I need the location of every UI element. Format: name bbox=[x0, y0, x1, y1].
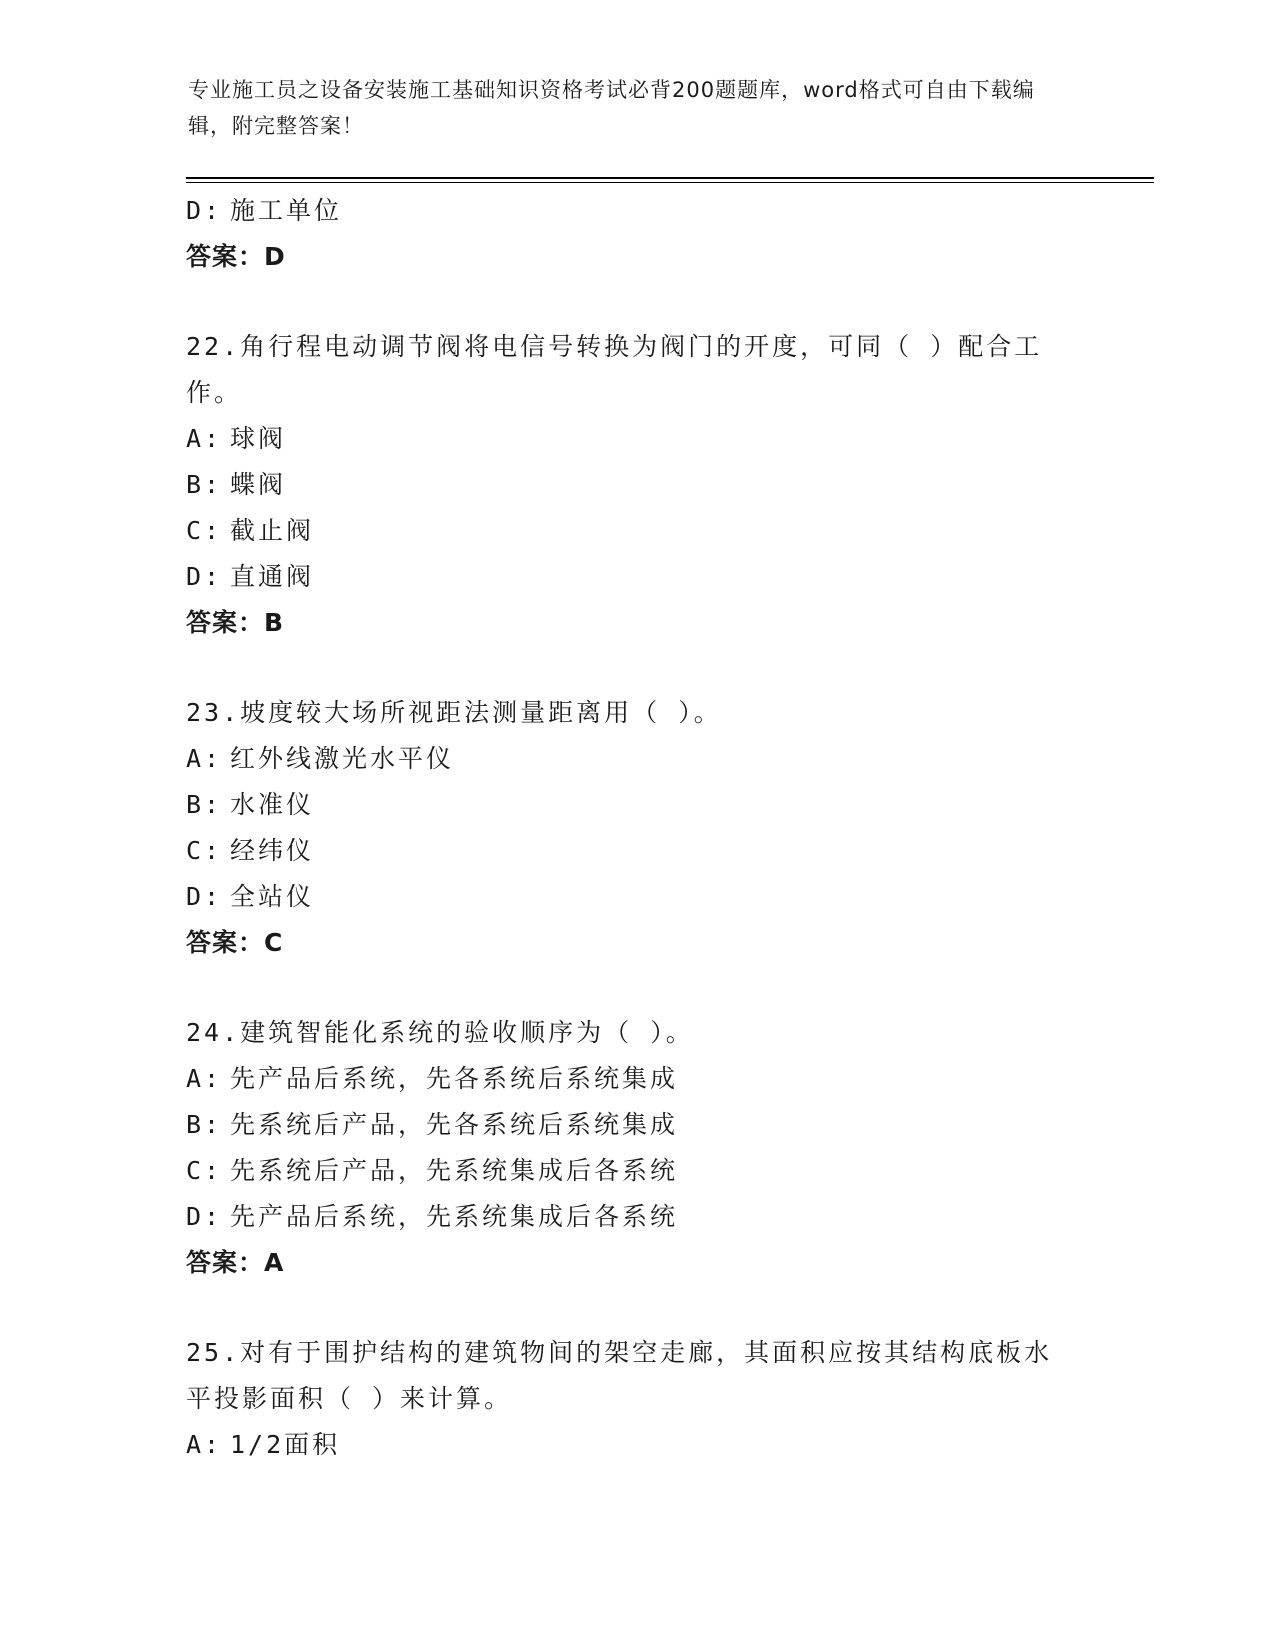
question-24 bbox=[186, 1010, 1086, 1286]
option-a: A: 先产品后系统，先各系统后系统集成 bbox=[186, 1064, 679, 1093]
question-25 bbox=[186, 1330, 1086, 1468]
option-d: D: 直通阀 bbox=[186, 562, 315, 591]
option-a: A: 球阀 bbox=[186, 424, 287, 453]
option-d: D: 先产品后系统，先系统集成后各系统 bbox=[186, 1202, 679, 1231]
answer-line: 答案：A bbox=[186, 1248, 285, 1277]
header-text: 专业施工员之设备安装施工基础知识资格考试必背200题题库，word格式可自由下载编辑，附完整答案！ bbox=[188, 78, 1035, 138]
header-divider-thick bbox=[186, 177, 1154, 179]
document-header bbox=[188, 72, 1078, 144]
option-b: B: 蝶阀 bbox=[186, 470, 287, 499]
document-body bbox=[186, 188, 1086, 1468]
header-divider-thin bbox=[186, 182, 1154, 183]
answer-line: 答案：D bbox=[186, 242, 286, 271]
question-stem: 23.坡度较大场所视距法测量距离用（ ）。 bbox=[186, 698, 722, 727]
answer-line: 答案：C bbox=[186, 928, 284, 957]
option-c: C: 截止阀 bbox=[186, 516, 315, 545]
question-stem: 24.建筑智能化系统的验收顺序为（ ）。 bbox=[186, 1018, 694, 1047]
option-b: B: 水准仪 bbox=[186, 790, 315, 819]
question-stem: 22.角行程电动调节阀将电信号转换为阀门的开度，可同（ ）配合工作。 bbox=[186, 332, 1043, 407]
question-22 bbox=[186, 324, 1086, 646]
option-c: C: 先系统后产品，先系统集成后各系统 bbox=[186, 1156, 679, 1185]
question-23 bbox=[186, 690, 1086, 966]
option-c: C: 经纬仪 bbox=[186, 836, 315, 865]
option-a: A: 1/2面积 bbox=[186, 1430, 341, 1459]
answer-line: 答案：B bbox=[186, 608, 285, 637]
question-stem: 25.对有于围护结构的建筑物间的架空走廊，其面积应按其结构底板水平投影面积（ ）来计算。 bbox=[186, 1338, 1053, 1413]
option-d: D: 施工单位 bbox=[186, 196, 343, 225]
option-d: D: 全站仪 bbox=[186, 882, 315, 911]
option-b: B: 先系统后产品，先各系统后系统集成 bbox=[186, 1110, 679, 1139]
option-a: A: 红外线激光水平仪 bbox=[186, 744, 455, 773]
